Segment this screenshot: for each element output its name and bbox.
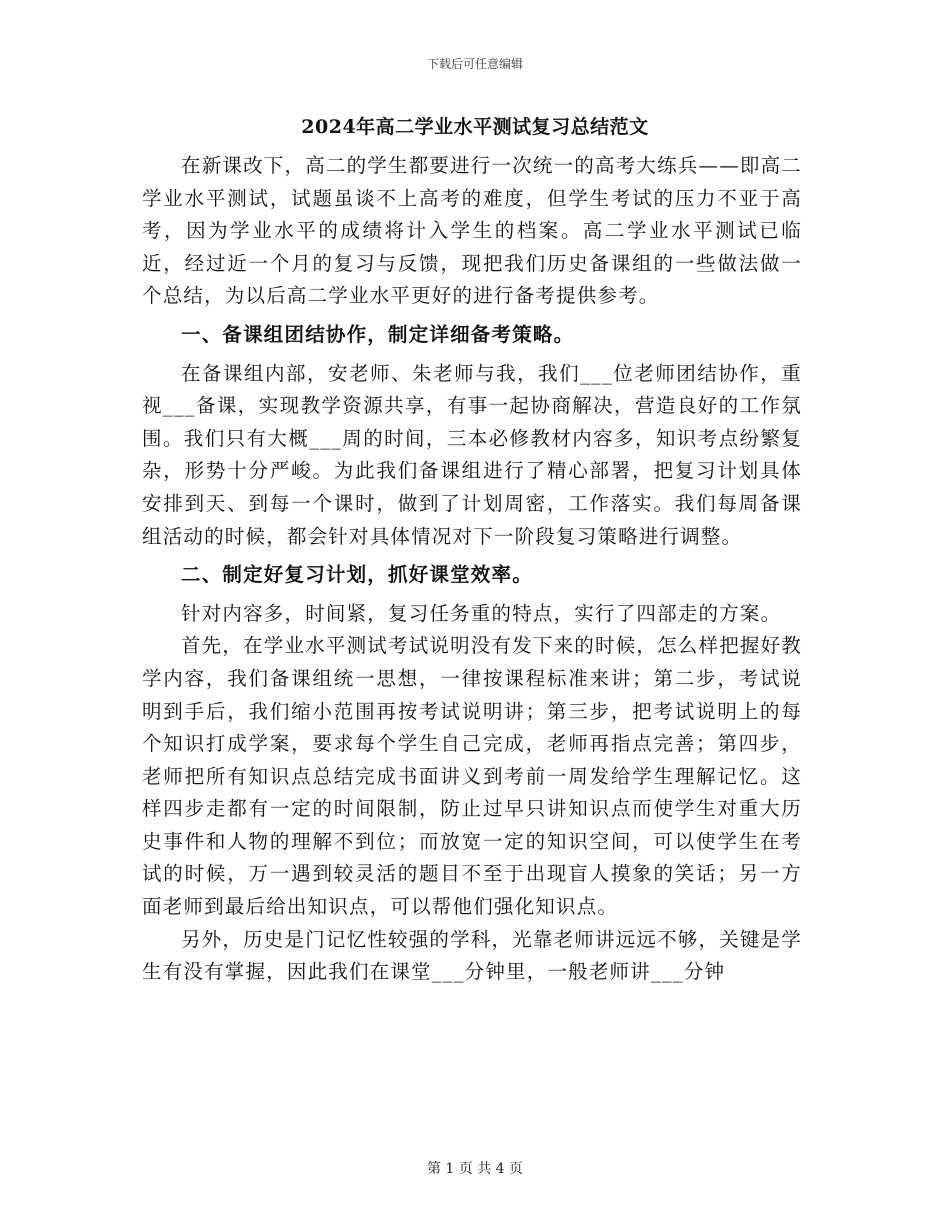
page-number: 第 1 页 共 4 页: [426, 1161, 524, 1177]
section-heading-1: 一、备课组团结协作，制定详细备考策略。: [181, 322, 575, 346]
paragraph-section-1: 在备课组内部，安老师、朱老师与我，我们___位老师团结协作，重视___备课，实现教学资源共享，有事一起协商解决，营造良好的工作氛围。我们只有大概___周的时间，三本必修教材内容多，知识考点纷繁复杂，形势十分严峻。为此我们备课组进行了精心部署，把复习计划具体安排到天、到每一个课时，做到了计划周密，工作落实。我们每周备课组活动的时候，都会针对具体情况对下一阶段复习策略进行调整。: [142, 361, 802, 548]
paragraph-intro: 在新课改下，高二的学生都要进行一次统一的高考大练兵——即高二学业水平测试，试题虽谈不上高考的难度，但学生考试的压力不亚于高考，因为学业水平的成绩将计入学生的档案。高二学业水平测试已临近，经过近一个月的复习与反馈，现把我们历史备课组的一些做法做一个总结，为以后高二学业水平更好的进行备考提供参考。: [142, 154, 803, 308]
paragraph-four-steps: 首先，在学业水平测试考试说明没有发下来的时候，怎么样把握好教学内容，我们备课组统一思想，一律按课程标准来讲；第二步，考试说明到手后，我们缩小范围再按考试说明讲；第三步，把考试说明上的每个知识打成学案，要求每个学生自己完成，老师再指点完善；第四步，老师把所有知识点总结完成书面讲义到考前一周发给学生理解记忆。这样四步走都有一定的时间限制，防止过早只讲知识点而使学生对重大历史事件和人物的理解不到位；而放宽一定的知识空间，可以使学生在考试的时候，万一遇到较灵活的题目不至于出现盲人摸象的笑话；另一方面老师到最后给出知识点，可以帮他们强化知识点。: [142, 634, 803, 919]
section-heading-2: 二、制定好复习计划，抓好课堂效率。: [181, 563, 533, 587]
document-body: [142, 150, 802, 989]
header-note: 下载后可任意编辑: [426, 57, 523, 71]
paragraph-memory: 另外，历史是门记忆性较强的学科，光靠老师讲远远不够，关键是学生有没有掌握，因此我们在课堂___分钟里，一般老师讲___分钟: [142, 927, 803, 984]
document-title: 2024年高二学业水平测试复习总结范文: [301, 116, 649, 138]
paragraph-plan-summary: 针对内容多，时间紧，复习任务重的特点，实行了四部走的方案。: [181, 601, 782, 625]
